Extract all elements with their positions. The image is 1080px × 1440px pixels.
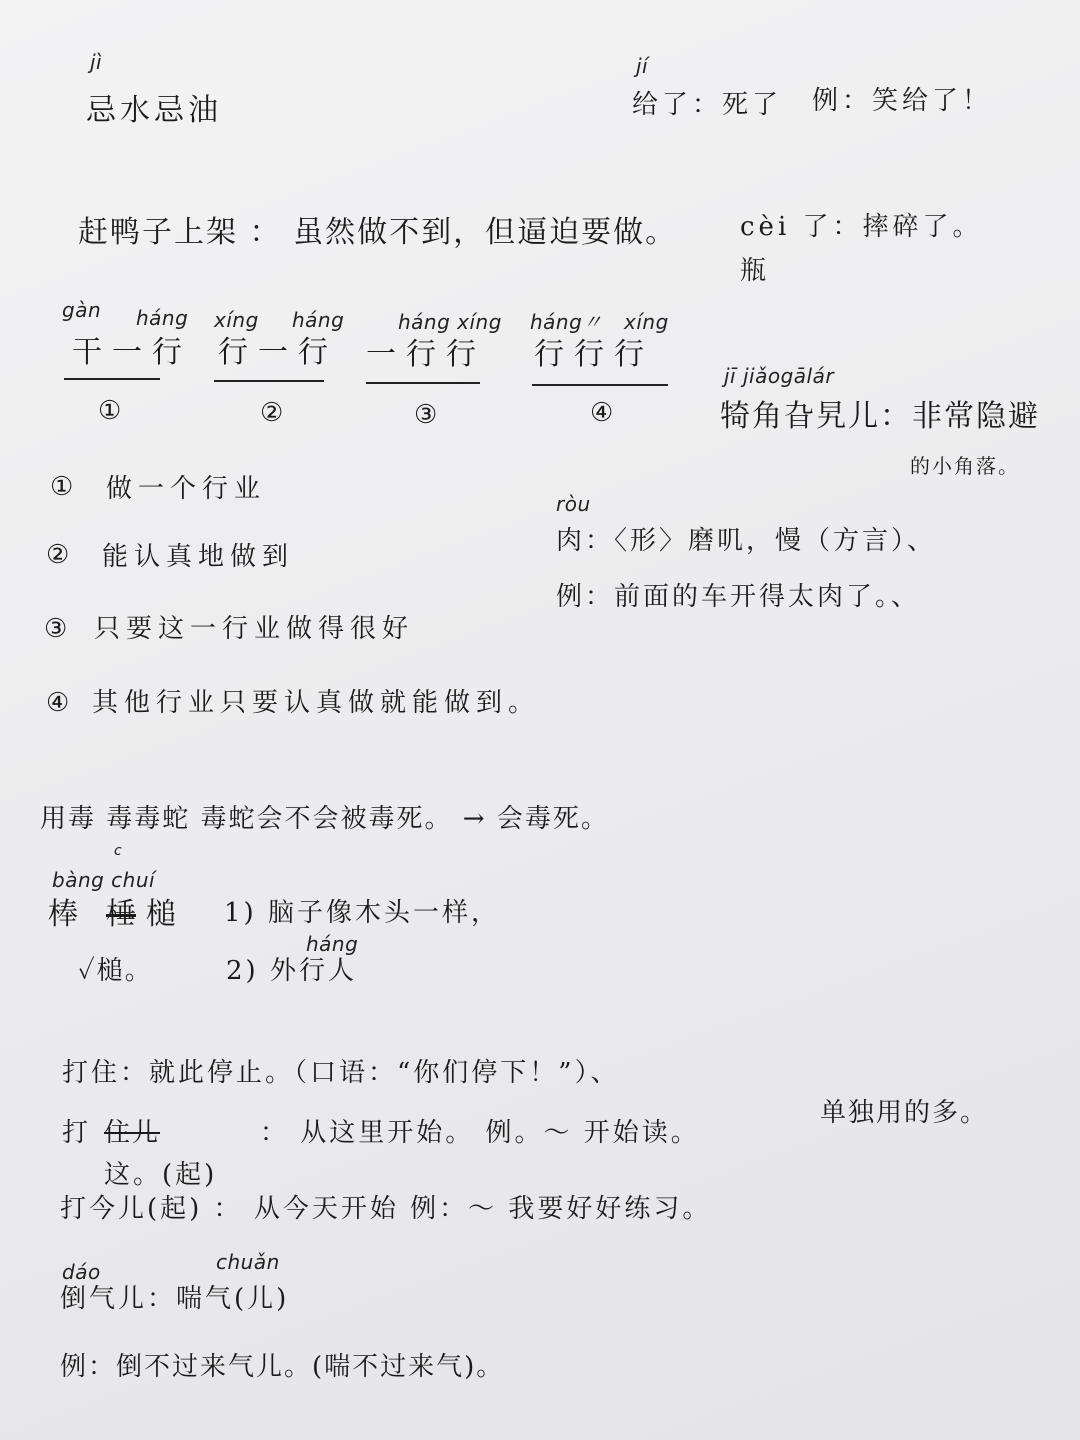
pinyin-hang-xing: háng xíng xyxy=(398,310,502,334)
phrase-rou: 肉：〈形〉磨叽，慢（方言）、 xyxy=(556,526,937,556)
meaning-num-2: ② xyxy=(46,540,74,570)
pinyin-bangchui: bàng chuí xyxy=(52,868,156,892)
pinyin-xing-1: xíng xyxy=(214,308,259,332)
meaning-num-4: ④ xyxy=(46,688,74,718)
num-circle-3: ③ xyxy=(414,400,442,430)
pinyin-dao: dáo xyxy=(62,1260,101,1284)
idiom-duck: 赶鸭子上架 ： 虽然做不到，但逼迫要做。 xyxy=(78,215,678,250)
dazher-struck: 住儿 xyxy=(104,1118,161,1148)
example-gei-le: 例：笑给了！ xyxy=(812,86,993,116)
dazher-note: 这。(起) xyxy=(104,1160,218,1190)
num-circle-1: ① xyxy=(98,396,126,426)
meaning-text-2: 能认真地做到 xyxy=(102,542,295,572)
check-chui: ✓槌。 xyxy=(78,956,153,986)
pinyin-rou: ròu xyxy=(556,492,591,516)
meaning-text-3: 只要这一行业做得很好 xyxy=(94,614,415,644)
daoqi-line: 倒气儿：喘气(儿) xyxy=(60,1284,290,1314)
example-rou: 例：前面的车开得太肉了。、 xyxy=(556,582,921,612)
underline-4 xyxy=(532,384,668,386)
poison-line: 用毒 毒毒蛇 毒蛇会不会被毒死。 → 会毒死。 xyxy=(40,804,609,834)
phrase-jijiao: 犄角旮旯儿：非常隐避 xyxy=(720,399,1040,434)
underline-1 xyxy=(64,378,160,380)
pinyin-hang-2: háng xyxy=(292,308,345,332)
dazhu-line: 打住：就此停止。（口语：“你们停下！”）、 xyxy=(62,1058,620,1088)
pinyin-gan: gàn xyxy=(62,298,102,322)
char-chui-struck: 棰 xyxy=(106,897,136,932)
mark-c: c xyxy=(114,843,123,859)
bangchui-def-1: 1) 脑子像木头一样， xyxy=(224,898,500,928)
num-circle-2: ② xyxy=(260,398,288,428)
char-bang: 棒 xyxy=(48,897,82,932)
pinyin-ji2: jí xyxy=(636,54,649,78)
phrase-hang-hang-hang: 行行行 xyxy=(534,337,654,372)
bangchui-def-2: 2) 外行人 xyxy=(226,956,357,986)
phrase-yi-hang-hang: 一行行 xyxy=(366,337,486,372)
meaning-text-1: 做一个行业 xyxy=(106,474,267,504)
num-circle-4: ④ xyxy=(590,398,618,428)
dazher-da: 打 xyxy=(62,1118,93,1148)
dazher-extra: 单独用的多。 xyxy=(820,1098,989,1128)
cei-note: 瓶 xyxy=(740,256,771,286)
meaning-num-3: ③ xyxy=(44,614,72,644)
pinyin-hang-wai: háng xyxy=(306,932,359,956)
cei-line: cèi 了：摔碎了。 xyxy=(740,212,983,242)
char-chui: 槌 xyxy=(146,897,180,932)
phrase-jijiao-2: 的小角落。 xyxy=(910,454,1020,478)
phrase-ji-shui: 忌水忌油 xyxy=(86,93,222,128)
pinyin-chuan: chuǎn xyxy=(216,1250,280,1274)
phrase-gan-yi-hang: 干一行 xyxy=(72,335,192,370)
phrase-hang-yi-hang: 行一行 xyxy=(218,335,338,370)
underline-3 xyxy=(366,382,480,384)
dazher-rest: ： 从这里开始。 例。～ 开始读。 xyxy=(260,1118,700,1148)
phrase-gei-le: 给了：死了 xyxy=(632,90,783,120)
dajin-line: 打今儿(起) ： 从今天开始 例：～ 我要好好练习。 xyxy=(60,1194,712,1224)
underline-2 xyxy=(214,380,324,382)
meaning-num-1: ① xyxy=(50,472,78,502)
pinyin-hang-1: háng xyxy=(136,306,189,330)
pinyin-ji: jì xyxy=(90,50,103,74)
pinyin-hang-3: háng〃 xyxy=(530,310,603,334)
pinyin-xing-2: xíng xyxy=(624,310,669,334)
pinyin-jijiao: jī jiǎogālár xyxy=(724,364,835,388)
daoqi-example: 例：倒不过来气儿。(喘不过来气)。 xyxy=(60,1352,505,1382)
meaning-text-4: 其他行业只要认真做就能做到。 xyxy=(92,688,541,718)
